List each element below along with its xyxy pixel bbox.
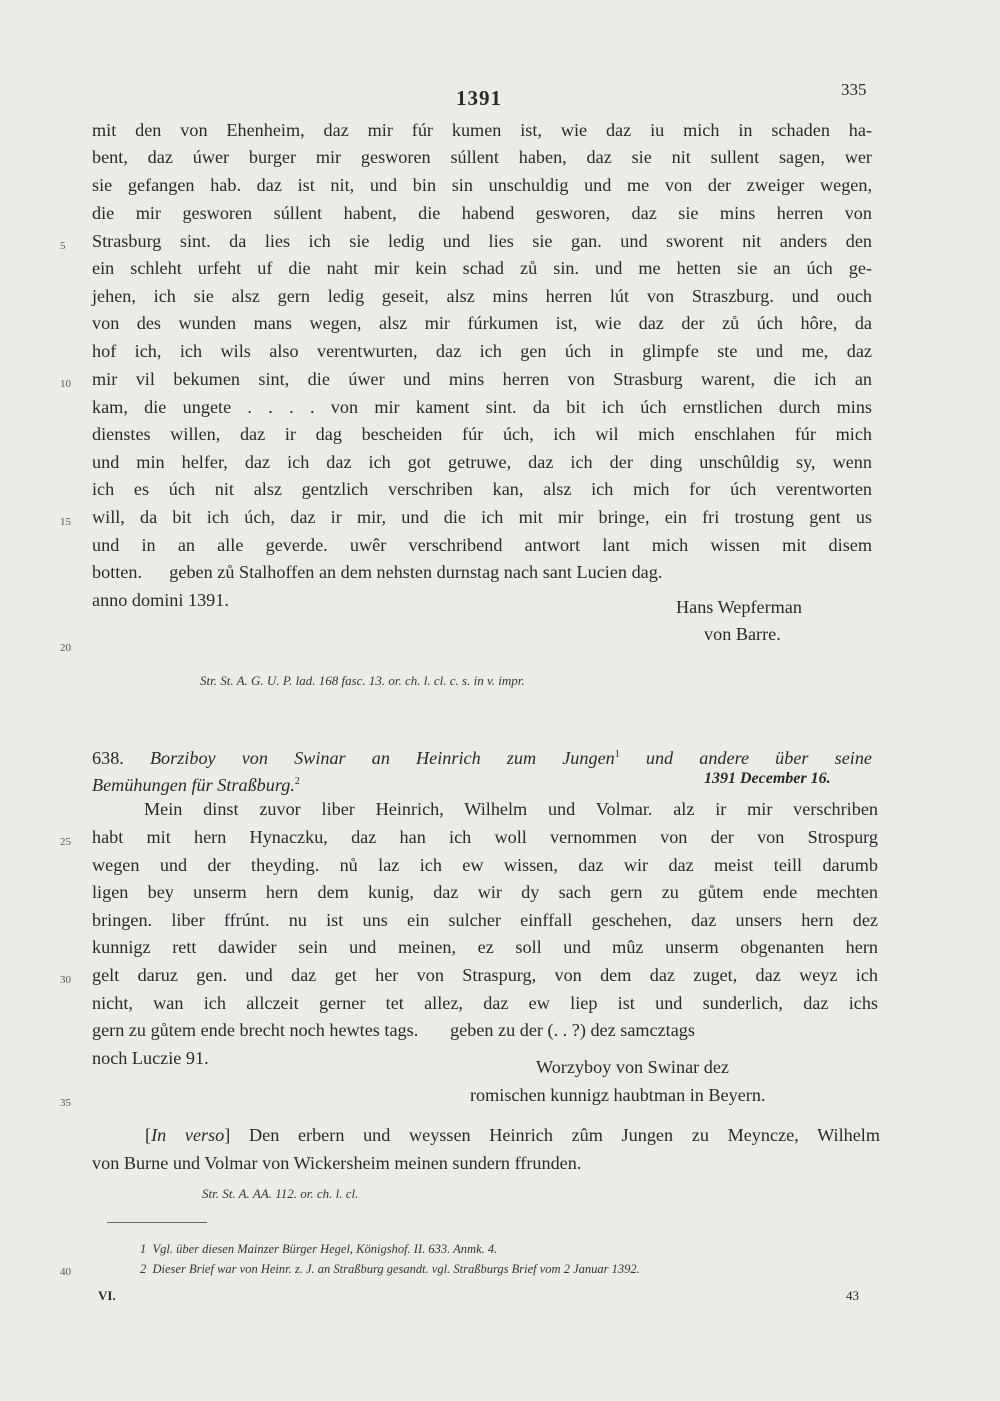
- text-line: Strasburg sint. da lies ich sie ledig und lies sie gan. und sworent nit anders den: [92, 231, 872, 251]
- footnote-text: Dieser Brief war von Heinr. z. J. an Straßburg gesandt. vgl. Straßburgs Brief vom 2 Januar 1392.: [152, 1262, 640, 1276]
- text-line: mit den von Ehenheim, daz mir fúr kumen ist, wie daz iu mich in schaden ha-: [92, 120, 872, 140]
- text-line: und min helfer, daz ich daz ich got getruwe, daz ich der ding unschûldig sy, wenn: [92, 452, 872, 472]
- heading-text: Borziboy von Swinar an Heinrich zum Jungen: [149, 748, 615, 769]
- footnote-divider: [107, 1222, 207, 1223]
- text-line: botten. geben zů Stalhoffen an dem nehsten durnstag nach sant Lucien dag.: [92, 562, 663, 582]
- text-line: und in an alle geverde. uwêr verschribend antwort lant mich wissen mit disem: [92, 535, 872, 555]
- verso-address-line2: von Burne und Volmar von Wickersheim meinen sundern ffrunden.: [92, 1153, 582, 1173]
- text-line: hof ich, ich wils also verentwurten, daz ich gen úch in glimpfe ste und me, daz: [92, 341, 872, 361]
- text-line: kam, die ungete . . . . von mir kament sint. da bit ich úch ernstlichen durch mins: [92, 397, 872, 417]
- signature-line: Hans Wepferman: [676, 597, 802, 617]
- heading-text: Bemühungen für Straßburg.: [92, 775, 295, 796]
- text-line: ein schleht urfeht uf die naht mir kein schad zů sin. und me hetten sie an úch ge-: [92, 258, 872, 278]
- text-line: ligen bey unserm hern dem kunig, daz wir dy sach gern zu gůtem ende mechten: [92, 882, 878, 902]
- text-line: mir vil bekumen sint, die úwer und mins herren von Strasburg warent, die ich an: [92, 369, 872, 389]
- footnote: [140, 1242, 497, 1257]
- line-number: 20: [60, 642, 71, 654]
- text-line: sie gefangen hab. daz ist nit, und bin sin unschuldig und me von der zweiger wegen,: [92, 175, 872, 195]
- text-line: habt mit hern Hynaczku, daz han ich woll vernommen von der von Strospurg: [92, 827, 878, 847]
- footnote: [140, 1262, 640, 1277]
- line-number: 5: [60, 240, 66, 252]
- text-line: von des wunden mans wegen, alsz mir fúrkumen ist, wie daz der zů úch hôre, da: [92, 313, 872, 333]
- sheet-number: 43: [846, 1288, 859, 1303]
- text-line: bent, daz úwer burger mir gesworen súllent haben, daz sie nit sullent sagen, wer: [92, 147, 872, 167]
- archival-source: Str. St. A. G. U. P. lad. 168 fasc. 13. or. ch. l. cl. c. s. in v. impr.: [200, 673, 525, 688]
- footnote-text: Vgl. über diesen Mainzer Bürger Hegel, Königshof. II. 633. Anmk. 4.: [152, 1242, 498, 1256]
- footnote-number: 2: [140, 1262, 147, 1276]
- line-number: 35: [60, 1097, 71, 1109]
- text-line: Mein dinst zuvor liber Heinrich, Wilhelm und Volmar. alz ir mir verschriben: [144, 799, 878, 819]
- text-line: gelt daruz gen. und daz get her von Straspurg, von dem daz zuget, daz weyz ich: [92, 965, 878, 985]
- signature-line: von Barre.: [704, 624, 781, 644]
- footnote-ref: 1: [614, 749, 620, 760]
- verso-label: In verso: [151, 1125, 225, 1145]
- text-line: will, da bit ich úch, daz ir mir, und die ich mit mir bringe, ein fri trostung gent us: [92, 507, 872, 527]
- line-number: 25: [60, 836, 71, 848]
- signature-mark: VI.: [98, 1288, 116, 1303]
- archival-source: Str. St. A. AA. 112. or. ch. l. cl.: [202, 1186, 359, 1201]
- text-line: bringen. liber ffrúnt. nu ist uns ein sulcher einffall geschehen, daz unsers hern dez: [92, 910, 878, 930]
- text-line: noch Luczie 91.: [92, 1048, 209, 1068]
- text-line: wegen und der theyding. nů laz ich ew wissen, daz wir daz meist teill darumb: [92, 855, 878, 875]
- text-line: ich es úch nit alsz gentzlich verschriben kan, alsz ich mich for úch verentworten: [92, 479, 872, 499]
- footnote-ref: 2: [294, 776, 300, 787]
- text-line: dienstes willen, daz ir dag bescheiden fúr úch, ich wil mich enschlahen fúr mich: [92, 424, 872, 444]
- text-line: anno domini 1391.: [92, 590, 229, 610]
- line-number: 40: [60, 1266, 71, 1278]
- text-line: kunnigz rett dawider sein und meinen, ez soll und mûz unserm obgenanten hern: [92, 937, 878, 957]
- verso-address: [In verso] Den erbern und weyssen Heinrich zûm Jungen zu Meyncze, Wilhelm: [145, 1125, 881, 1145]
- line-number: 10: [60, 378, 71, 390]
- line-number: 30: [60, 974, 71, 986]
- text-line: gern zu gůtem ende brecht noch hewtes tags. geben zu der (. . ?) dez samcztags: [92, 1020, 695, 1040]
- running-head-year: 1391: [456, 86, 502, 110]
- text-line: die mir gesworen súllent habent, die habend gesworen, daz sie mins herren von: [92, 203, 872, 223]
- heading-text: und andere über seine: [645, 748, 872, 769]
- signature-line: Worzyboy von Swinar dez: [536, 1057, 729, 1077]
- document-date: 1391 December 16.: [704, 770, 831, 787]
- footnote-number: 1: [140, 1242, 147, 1256]
- line-number: 15: [60, 516, 71, 528]
- verso-text: Den erbern und weyssen Heinrich zûm Jungen zu Meyncze, Wilhelm: [249, 1125, 881, 1145]
- text-line: jehen, ich sie alsz gern ledig geseit, alsz mins herren lút von Straszburg. und ouch: [92, 286, 872, 306]
- signature-line: romischen kunnigz haubtman in Beyern.: [470, 1085, 766, 1105]
- text-line: nicht, wan ich allczeit gerner tet allez, daz ew liep ist und sunderlich, daz ichs: [92, 993, 878, 1013]
- document-number: 638.: [92, 748, 124, 769]
- page-number: 335: [841, 80, 867, 99]
